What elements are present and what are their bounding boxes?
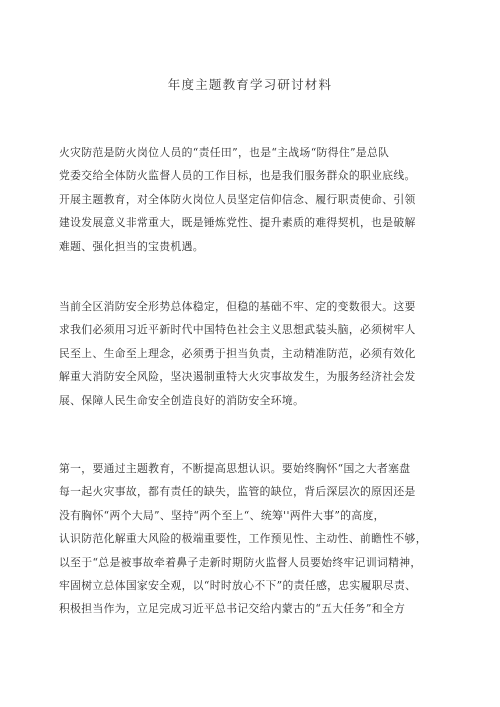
paragraph-line: 解重大消防安全风险，坚决遏制重特大火灾事故发生，为服务经济社会发 bbox=[59, 370, 416, 384]
paragraph-3 bbox=[59, 457, 444, 621]
paragraph-1 bbox=[59, 141, 444, 258]
paragraph-line: 求我们必须用习近平新时代中国特色社会主义思想武装头脑，必须树牢人 bbox=[59, 323, 416, 337]
paragraph-line: 第一，要通过主题教育，不断提高思想认识。要始终胸怀“国之大者塞盘 bbox=[59, 462, 411, 475]
paragraph-line: 展、保障人民生命安全创造良好的消防安全环境。 bbox=[59, 393, 305, 407]
paragraph-line: 积极担当作为，立足完成习近平总书记交给内蒙古的“五大任务”和全方 bbox=[59, 602, 406, 616]
paragraph-line: 民至上、生命至上理念，必须勇于担当负责，主动精准防范，必须有效化 bbox=[59, 346, 416, 360]
document-title: 年度主题教育学习研讨材料 bbox=[167, 77, 333, 92]
paragraph-line: 认识防范化解重大风险的极端重要性，工作预见性、主动性、前瞻性不够， bbox=[59, 532, 427, 546]
paragraph-line: 以至于“总是被事故牵着鼻子走新时期防火监督人员要始终牢记训词精神， bbox=[59, 555, 422, 569]
paragraph-line: 难题、强化担当的宝贵机遇。 bbox=[59, 239, 204, 253]
paragraph-line: 火灾防范是防火岗位人员的“责任田”，也是“主战场“防得住”是总队 bbox=[59, 146, 390, 159]
paragraph-line: 当前全区消防安全形势总体稳定，但稳的基础不牢、定的变数很大。这要 bbox=[59, 300, 416, 313]
paragraph-2 bbox=[59, 295, 444, 412]
paragraph-line: 牢固树立总体国家安全观，以“时时放心不下”的责任感，忠实履职尽责、 bbox=[59, 578, 417, 592]
paragraph-line: 开展主题教育，对全体防火岗位人员坚定信仰信念、履行职责使命、引领 bbox=[59, 192, 416, 206]
paragraph-line: 没有胸怀“两个大局”、坚持“两个至上“、统筹''两件大事”的高度， bbox=[59, 508, 385, 522]
paragraph-line: 建设发展意义非常重大，既是锤炼党性、提升素质的难得契机，也是破解 bbox=[59, 216, 416, 230]
paragraph-line: 每一起火灾事故，都有责任的缺失，监管的缺位，背后深层次的原因还是 bbox=[59, 485, 416, 499]
paragraph-line: 党委交给全体防火监督人员的工作目标，也是我们服务群众的职业底线。 bbox=[59, 169, 416, 183]
